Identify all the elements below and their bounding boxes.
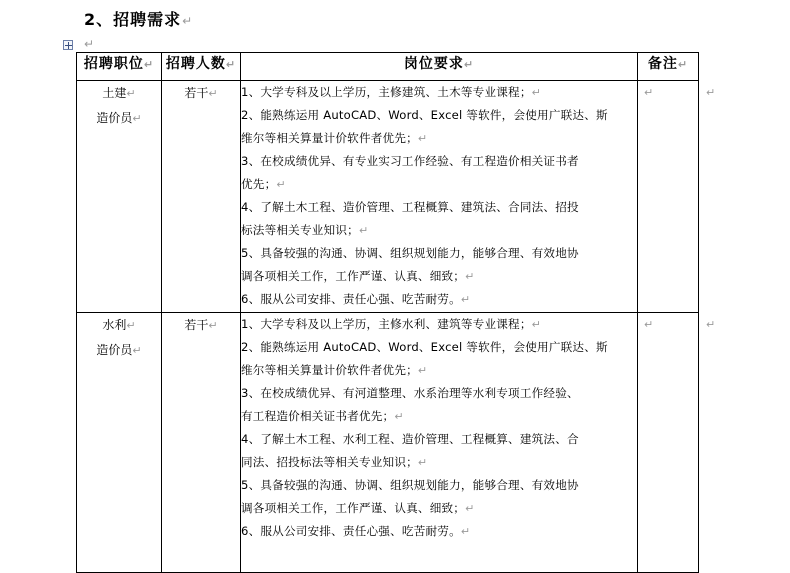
- header-remarks: 备注↵: [638, 53, 699, 81]
- header-count: 招聘人数↵: [162, 53, 241, 81]
- position-cell: 土建↵ 造价员↵: [77, 81, 162, 313]
- requirements-cell: 1、大学专科及以上学历，主修建筑、土木等专业课程；↵ 2、能熟练运用 AutoCAD、Word、Excel 等软件，会使用广联达、斯 维尔等相关算量计价软件者优先；↵ 3、在校成绩优异、有专业实习工作经验、有工程造价相关证书者 优先；↵ 4、了解土木工程、造价管理、工程概算、建筑法、合同法、招投 标法等相关专业知识；↵ 5、具备较强的沟通、协调、组织规划能力，能够合理、有效地协 调各项相关工作，工作严谨、认真、细致；↵ 6、服从公司安排、责任心强、吃苦耐劳。↵: [241, 81, 638, 313]
- header-requirements: 岗位要求↵: [241, 53, 638, 81]
- table-header-row: [77, 53, 699, 81]
- table-row: [77, 81, 699, 313]
- count-cell: 若干↵: [162, 313, 241, 573]
- recruitment-table: [76, 52, 699, 573]
- position-cell: 水利↵ 造价员↵: [77, 313, 162, 573]
- section-heading: 2、招聘需求↵: [84, 10, 194, 29]
- header-position: 招聘职位↵: [77, 53, 162, 81]
- remarks-cell: ↵: [638, 313, 699, 573]
- count-cell: 若干↵: [162, 81, 241, 313]
- paragraph-mark: ↵: [182, 14, 194, 28]
- remarks-cell: ↵: [638, 81, 699, 313]
- requirements-cell: 1、大学专科及以上学历，主修水利、建筑等专业课程；↵ 2、能熟练运用 AutoCAD、Word、Excel 等软件，会使用广联达、斯 维尔等相关算量计价软件者优先；↵ 3、在校成绩优异、有河道整理、水系治理等水利专项工作经验、 有工程造价相关证书者优先；↵ 4、了解土木工程、水利工程、造价管理、工程概算、建筑法、合 同法、招投标法等相关专业知识；↵ 5、具备较强的沟通、协调、组织规划能力，能够合理、有效地协 调各项相关工作，工作严谨、认真、细致；↵ 6、服从公司安排、责任心强、吃苦耐劳。↵: [241, 313, 638, 573]
- table-move-handle-icon[interactable]: [63, 40, 73, 50]
- paragraph-mark: ↵: [84, 37, 95, 51]
- row-end-mark: ↵: [706, 318, 716, 331]
- table-row: [77, 313, 699, 573]
- row-end-mark: ↵: [706, 86, 716, 99]
